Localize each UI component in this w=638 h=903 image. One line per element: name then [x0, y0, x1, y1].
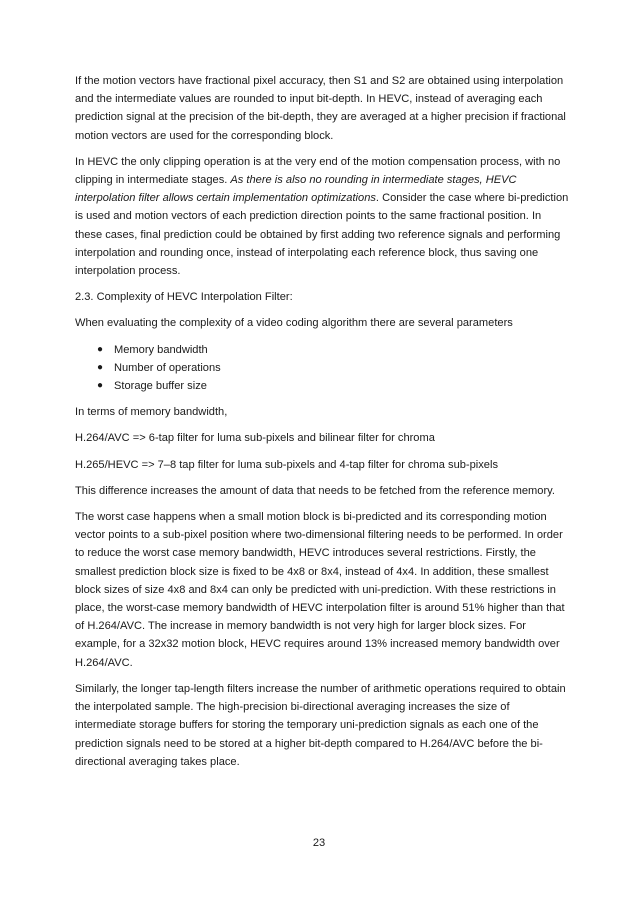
clipping-text-end: . Consider the case where bi-prediction is used and motion vectors of each prediction direction points to the same fractional position. In these cases, final prediction could be obtained by first adding two reference signals and performing interpolation and rounding once, instead of interpolating each reference block, thus saving one interpolation process.	[75, 192, 569, 278]
document-page	[75, 72, 571, 779]
paragraph-similarly: Similarly, the longer tap-length filters increase the number of arithmetic operations required to obtain the interpolated sample. The high-precision bi-directional averaging increases the size of intermediate storage buffers for storing the temporary uni-prediction signals as each one of the prediction signals need to be stored at a higher bit-depth compared to H.264/AVC before the bi-directional averaging takes place.	[75, 682, 566, 768]
paragraph-h265: H.265/HEVC => 7–8 tap filter for luma sub-pixels and 4-tap filter for chroma sub-pixels	[75, 458, 498, 471]
paragraph-memory-intro: In terms of memory bandwidth,	[75, 406, 228, 419]
section-heading: 2.3. Complexity of HEVC Interpolation Filter:	[75, 291, 293, 304]
page-number: 23	[312, 837, 326, 849]
paragraph-h264: H.264/AVC => 6-tap filter for luma sub-pixels and bilinear filter for chroma	[75, 432, 435, 445]
bullet-icon: ●	[97, 380, 104, 392]
bullet-icon: ●	[97, 343, 104, 355]
parameter-list	[75, 341, 571, 396]
list-item-label: Memory bandwidth	[114, 343, 208, 356]
list-item	[75, 341, 571, 359]
list-item-label: Storage buffer size	[114, 380, 207, 393]
paragraph-difference: This difference increases the amount of data that needs to be fetched from the reference memory.	[75, 484, 555, 497]
clipping-text-start: In HEVC the only clipping operation is at the very end of the motion compensation process, with no clipping in intermediate stages.	[75, 155, 561, 187]
paragraph-worst-case: The worst case happens when a small motion block is bi-predicted and its corresponding motion vector points to a sub-pixel position where two-dimensional filtering needs to be performed. In order to reduce the worst case memory bandwidth, HEVC introduces several restrictions. Firstly, the smallest prediction block size is fixed to be 4x8 or 8x4, instead of 4x4. In addition, these smallest block sizes of size 4x8 and 8x4 can only be predicted with uni-prediction. With these restrictions in place, the worst-case memory bandwidth of HEVC interpolation filter is around 51% higher than that of H.264/AVC. The increase in memory bandwidth is not very high for larger block sizes. For example, for a 32x32 motion block, HEVC requires around 13% increased memory bandwidth over H.264/AVC.	[75, 511, 565, 669]
paragraph-complexity-intro: When evaluating the complexity of a video coding algorithm there are several parameters	[75, 317, 513, 330]
list-item-label: Number of operations	[114, 361, 221, 374]
bullet-icon: ●	[97, 361, 104, 373]
clipping-text-italic: As there is also no rounding in intermediate stages, HEVC interpolation filter allows certain implementation optimizations	[75, 174, 517, 205]
paragraph-fractional-mv: If the motion vectors have fractional pixel accuracy, then S1 and S2 are obtained using interpolation and the intermediate values are rounded to input bit-depth. In HEVC, instead of averaging each prediction signal at the precision of the bit-depth, they are averaged at a higher precision if fractional motion vectors are used for the corresponding block.	[75, 75, 566, 142]
list-item	[75, 359, 571, 377]
list-item	[75, 377, 571, 395]
paragraph-clipping	[75, 153, 571, 280]
